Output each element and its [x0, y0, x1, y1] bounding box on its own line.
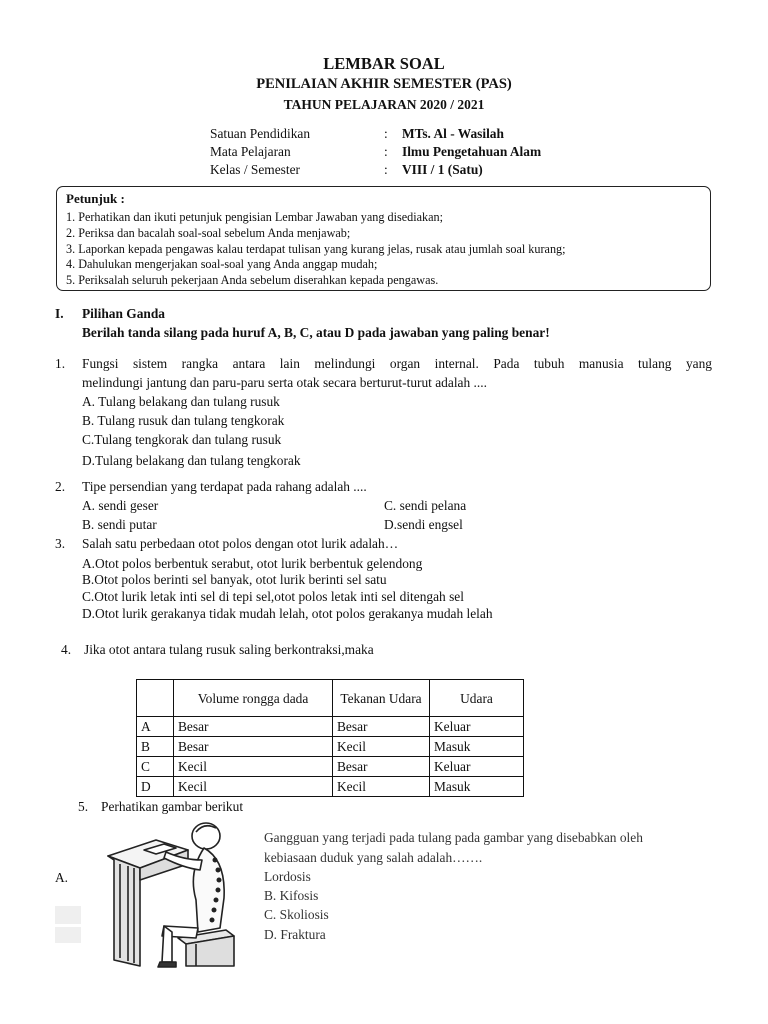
table-cell: Kecil [174, 757, 333, 777]
table-cell: Masuk [430, 777, 524, 797]
info-label-class: Kelas / Semester [210, 162, 300, 177]
answer-option: A. Tulang belakang dan tulang rusuk [82, 394, 280, 409]
answer-option: D.Tulang belakang dan tulang tengkorak [82, 453, 301, 468]
shaded-block [55, 906, 81, 924]
page-title: LEMBAR SOAL [323, 54, 445, 73]
instruction-item: 5. Periksalah seluruh pekerjaan Anda sebelum diserahkan kepada pengawas. [66, 273, 439, 287]
info-colon: : [384, 144, 388, 159]
answer-table [136, 679, 524, 797]
info-label-school: Satuan Pendidikan [210, 126, 311, 141]
answer-option: A. sendi geser [82, 498, 159, 513]
table-cell: Besar [333, 757, 430, 777]
info-value-subject: Ilmu Pengetahuan Alam [402, 144, 542, 159]
question-text: kebiasaan duduk yang salah adalah……. [264, 850, 483, 865]
info-colon: : [384, 126, 388, 141]
table-header-cell: Volume rongga dada [174, 680, 333, 717]
table-row [137, 777, 524, 797]
option-letter: A. [55, 870, 69, 885]
table-cell: Kecil [174, 777, 333, 797]
instruction-item: 2. Periksa dan bacalah soal-soal sebelum Anda menjawab; [66, 226, 351, 240]
table-header-cell: Udara [430, 680, 524, 717]
answer-option: D.Otot lurik gerakanya tidak mudah lelah, otot polos gerakanya mudah lelah [82, 606, 493, 621]
question-text: Gangguan yang terjadi pada tulang pada gambar yang disebabkan oleh [264, 830, 643, 845]
question-number: 3. [55, 536, 66, 551]
question-text: melindungi jantung dan paru-paru serta otak secara berturut-turut adalah .... [82, 375, 487, 390]
table-header-cell: Tekanan Udara [333, 680, 430, 717]
table-cell: Besar [174, 737, 333, 757]
posture-illustration [104, 820, 244, 970]
answer-option: B.Otot polos berinti sel banyak, otot lurik berinti sel satu [82, 572, 387, 587]
instruction-item: 4. Dahulukan mengerjakan soal-soal yang Anda anggap mudah; [66, 257, 378, 271]
answer-option: D. Fraktura [264, 927, 326, 942]
shaded-block [55, 927, 81, 943]
table-cell: A [137, 717, 174, 737]
answer-option: C. Skoliosis [264, 907, 329, 922]
question-number: 1. [55, 356, 66, 371]
table-header-cell [137, 680, 174, 717]
table-cell: Kecil [333, 777, 430, 797]
table-cell: Besar [174, 717, 333, 737]
answer-option: D.sendi engsel [384, 517, 463, 532]
academic-year: TAHUN PELAJARAN 2020 / 2021 [283, 97, 485, 112]
table-cell: Keluar [430, 717, 524, 737]
instructions-heading: Petunjuk : [66, 191, 125, 206]
question-number: 2. [55, 479, 66, 494]
question-text: Fungsi sistem rangka antara lain melindungi organ internal. Pada tubuh manusia tulang yang [82, 356, 712, 371]
info-value-school: MTs. Al - Wasilah [402, 126, 504, 141]
question-text: Tipe persendian yang terdapat pada rahang adalah .... [82, 479, 367, 494]
table-header-row [137, 680, 524, 717]
table-cell: C [137, 757, 174, 777]
section-instruction: Berilah tanda silang pada huruf A, B, C, atau D pada jawaban yang paling benar! [82, 325, 550, 340]
section-number: I. [55, 306, 64, 321]
info-label-subject: Mata Pelajaran [210, 144, 291, 159]
answer-option: B. Tulang rusuk dan tulang tengkorak [82, 413, 285, 428]
table-cell: D [137, 777, 174, 797]
instruction-item: 3. Laporkan kepada pengawas kalau terdapat tulisan yang kurang jelas, rusak atau jumlah soal kurang; [66, 242, 566, 256]
question-number: 5. [78, 799, 89, 814]
question-text: Jika otot antara tulang rusuk saling berkontraksi,maka [84, 642, 374, 657]
table-cell: Masuk [430, 737, 524, 757]
table-cell: Kecil [333, 737, 430, 757]
answer-option: C. sendi pelana [384, 498, 467, 513]
table-cell: Keluar [430, 757, 524, 777]
table-cell: B [137, 737, 174, 757]
question-number: 4. [61, 642, 72, 657]
table-cell: Besar [333, 717, 430, 737]
answer-option: B. sendi putar [82, 517, 157, 532]
table-row [137, 737, 524, 757]
answer-option: Lordosis [264, 869, 311, 884]
table-row [137, 717, 524, 737]
info-colon: : [384, 162, 388, 177]
exam-subtitle: PENILAIAN AKHIR SEMESTER (PAS) [256, 76, 512, 92]
answer-option: A.Otot polos berbentuk serabut, otot lurik berbentuk gelendong [82, 556, 423, 571]
instruction-item: 1. Perhatikan dan ikuti petunjuk pengisian Lembar Jawaban yang disediakan; [66, 210, 444, 224]
answer-option: B. Kifosis [264, 888, 319, 903]
answer-option: C.Tulang tengkorak dan tulang rusuk [82, 432, 282, 447]
question-text: Salah satu perbedaan otot polos dengan otot lurik adalah… [82, 536, 399, 551]
section-title: Pilihan Ganda [82, 306, 165, 321]
answer-option: C.Otot lurik letak inti sel di tepi sel,otot polos letak inti sel ditengah sel [82, 589, 464, 604]
question-text: Perhatikan gambar berikut [101, 799, 244, 814]
table-row [137, 757, 524, 777]
info-value-class: VIII / 1 (Satu) [402, 162, 483, 177]
